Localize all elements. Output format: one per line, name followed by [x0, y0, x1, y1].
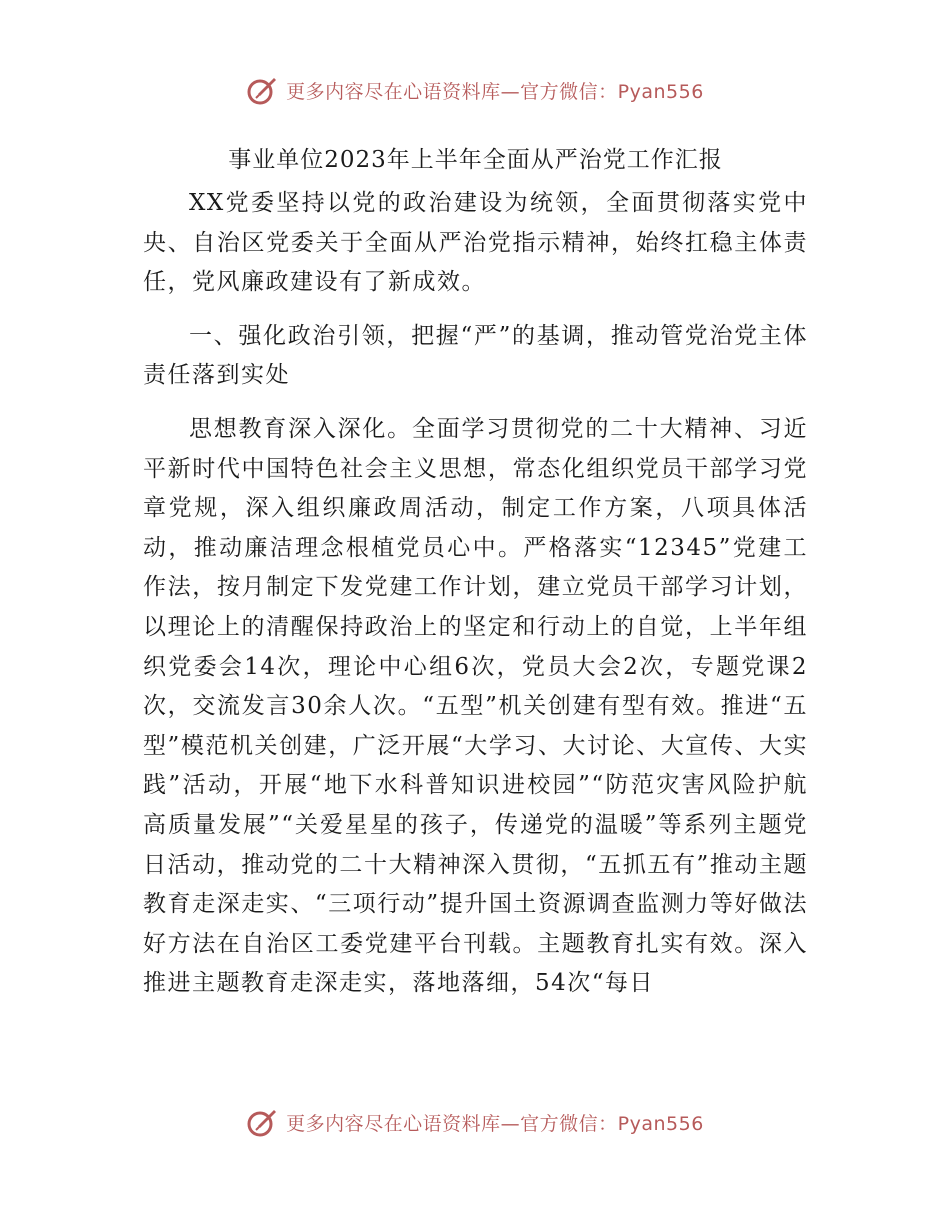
intro-paragraph: XX党委坚持以党的政治建设为统领，全面贯彻落实党中央、自治区党委关于全面从严治党指示精神，始终扛稳主体责任，党风廉政建设有了新成效。	[143, 190, 808, 296]
watermark-text: 更多内容尽在心语资料库—官方微信：Pyan556	[286, 80, 704, 103]
watermark-text: 更多内容尽在心语资料库—官方微信：Pyan556	[286, 1112, 704, 1135]
header-watermark-banner	[0, 70, 950, 110]
section-1-heading: 一、强化政治引领，把握“严”的基调，推动管党治党主体责任落到实处	[143, 322, 808, 389]
section-1-body: 思想教育深入深化。全面学习贯彻党的二十大精神、习近平新时代中国特色社会主义思想，常态化组织党员干部学习党章党规，深入组织廉政周活动，制定工作方案，八项具体活动，推动廉洁理念根植党员心中。严格落实“12345”党建工作法，按月制定下发党建工作计划，建立党员干部学习计划，以理论上的清醒保持政治上的坚定和行动上的自觉，上半年组织党委会14次，理论中心组6次，党员大会2次，专题党课2次，交流发言30余人次。“五型”机关创建有型有效。推进“五型”模范机关创建，广泛开展“大学习、大讨论、大宣传、大实践”活动，开展“地下水科普知识进校园”“防范灾害风险护航高质量发展”“关爱星星的孩子，传递党的温暖”等系列主题党日活动，推动党的二十大精神深入贯彻，“五抓五有”推动主题教育走深走实、“三项行动”提升国土资源调查监测力等好做法好方法在自治区工委党建平台刊载。主题教育扎实有效。深入推进主题教育走深走实，落地落细，54次“每日	[143, 415, 808, 997]
document-title: 事业单位2023年上半年全面从严治党工作汇报	[228, 147, 723, 173]
document-body	[143, 140, 808, 1018]
quill-circle-logo-icon	[246, 74, 278, 106]
footer-watermark-banner	[0, 1102, 950, 1142]
quill-circle-logo-icon	[246, 1106, 278, 1138]
